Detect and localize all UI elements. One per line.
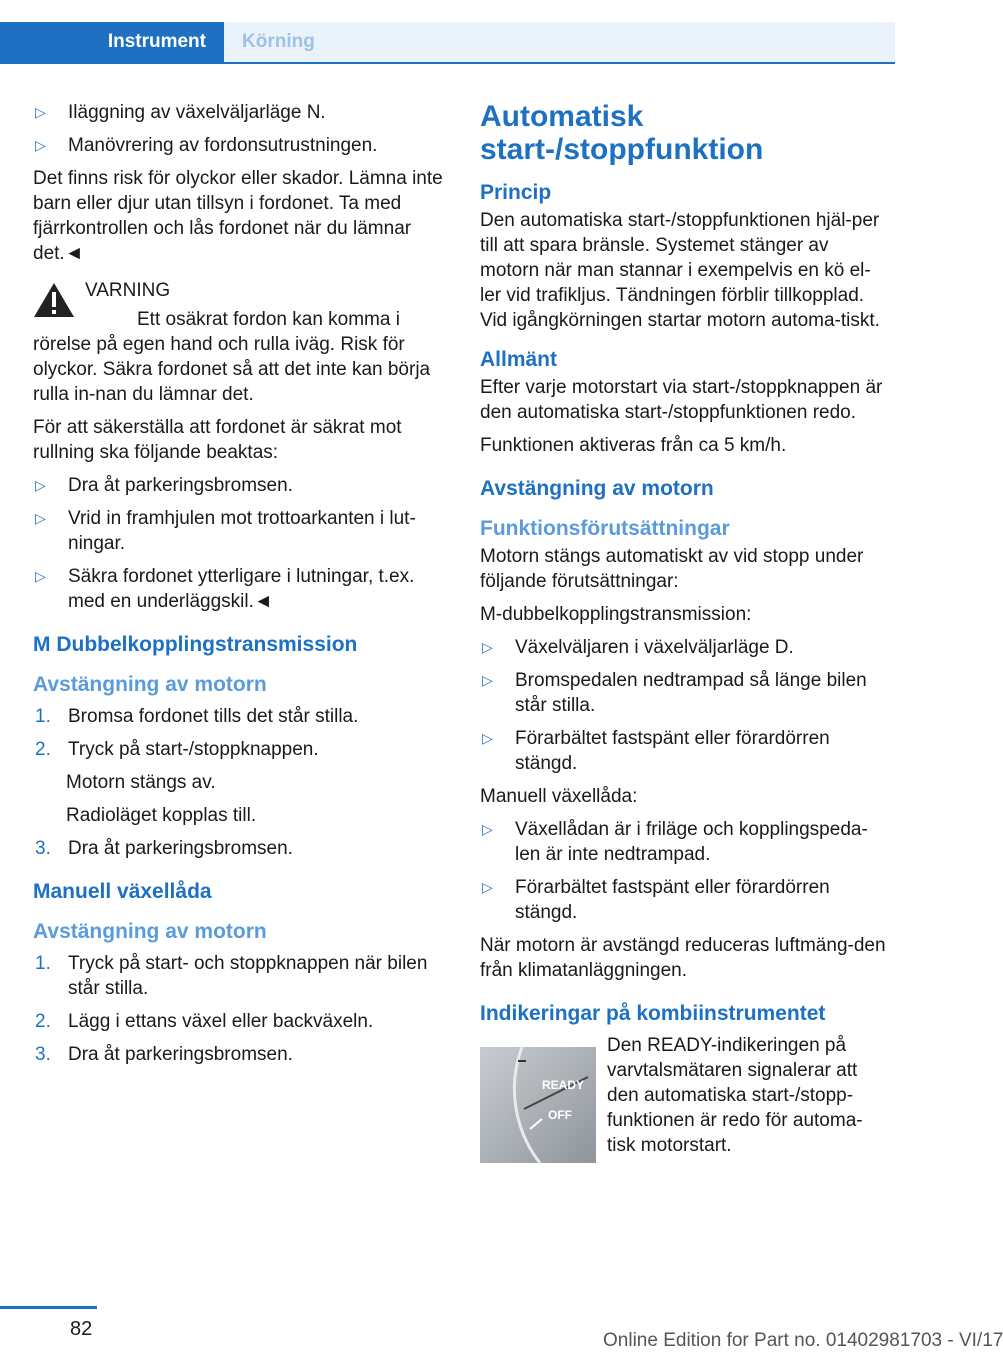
left-column bbox=[33, 100, 449, 1075]
subsection-heading: Avstängning av motorn bbox=[33, 673, 267, 696]
subsection-heading: Funktionsförutsättningar bbox=[480, 517, 730, 540]
subsection-heading: Avstängning av motorn bbox=[33, 920, 267, 943]
tachometer-ready-image bbox=[480, 1047, 596, 1163]
list-item: ▷ Förarbältet fastspänt eller förardörren stängd. bbox=[482, 728, 830, 774]
list-item: ▷ Säkra fordonet ytterligare i lutningar, t.ex. med en underläggskil.◄ bbox=[35, 566, 415, 612]
list-item: ▷ Manövrering av fordonsutrustningen. bbox=[35, 135, 378, 156]
step-note: Radioläget kopplas till. bbox=[66, 805, 257, 826]
paragraph: För att säkerställa att fordonet är säkrat mot rullning ska följande beaktas: bbox=[33, 417, 402, 463]
list-item: 3. Dra åt parkeringsbromsen. bbox=[35, 838, 293, 859]
section-heading: Avstängning av motorn bbox=[480, 477, 714, 500]
paragraph: Det finns risk för olyckor eller skador. Lämna inte barn eller djur utan tillsyn i fordonet. Ta med fjärrkontrollen och lås fordonet när du lämnar det.◄ bbox=[33, 168, 443, 264]
list-item: 2. Lägg i ettans växel eller backväxeln. bbox=[35, 1011, 374, 1032]
paragraph: Funktionen aktiveras från ca 5 km/h. bbox=[480, 435, 787, 456]
warning-triangle-icon bbox=[33, 282, 75, 318]
triangle-bullet-icon: ▷ bbox=[35, 510, 46, 526]
triangle-bullet-icon: ▷ bbox=[35, 477, 46, 493]
right-column bbox=[480, 100, 890, 1163]
page-title: Automatisk start-/stoppfunktion bbox=[480, 100, 764, 166]
triangle-bullet-icon: ▷ bbox=[482, 879, 493, 895]
step-note: Motorn stängs av. bbox=[66, 772, 216, 793]
triangle-bullet-icon: ▷ bbox=[35, 568, 46, 584]
list-item: ▷ Iläggning av växelväljarläge N. bbox=[35, 102, 326, 123]
section-heading: Manuell växellåda bbox=[33, 880, 212, 903]
section-heading: Princip bbox=[480, 181, 552, 204]
tab-korning[interactable]: Körning bbox=[224, 22, 895, 62]
list-item: ▷ Dra åt parkeringsbromsen. bbox=[35, 475, 293, 496]
list-item: ▷ Förarbältet fastspänt eller förardörren stängd. bbox=[482, 877, 830, 923]
triangle-bullet-icon: ▷ bbox=[482, 730, 493, 746]
ready-label: READY bbox=[542, 1078, 585, 1092]
paragraph: Efter varje motorstart via start-/stoppknappen är den automatiska start-/stoppfunktionen redo. bbox=[480, 377, 883, 423]
paragraph: Manuell växellåda: bbox=[480, 786, 638, 807]
section-heading: Allmänt bbox=[480, 348, 558, 371]
indicator-text: Den READY-indikeringen på varvtalsmätaren signalerar att den automatiska start-/stopp‐funktionen är redo för automa‐tisk motorstart. bbox=[607, 1035, 863, 1156]
list-item: 3. Dra åt parkeringsbromsen. bbox=[35, 1044, 293, 1065]
warning-box bbox=[33, 278, 449, 407]
paragraph: Motorn stängs automatiskt av vid stopp under följande förutsättningar: bbox=[480, 546, 864, 592]
triangle-bullet-icon: ▷ bbox=[35, 104, 46, 120]
list-item: ▷ Växelväljaren i växelväljarläge D. bbox=[482, 637, 794, 658]
tab-instrument[interactable]: Instrument bbox=[0, 22, 224, 62]
list-item: ▷ Bromspedalen nedtrampad så länge bilen står stilla. bbox=[482, 670, 867, 716]
paragraph: Den automatiska start-/stoppfunktionen hjäl‐per till att spara bränsle. Systemet stänger av motorn när man stannar i exempelvis en kö el‐ler vid trafikljus. Tändningen förblir tillkopplad. Vid igångkörningen startar motorn automa‐tiskt. bbox=[480, 210, 880, 331]
section-heading: M Dubbelkopplingstransmission bbox=[33, 633, 358, 656]
triangle-bullet-icon: ▷ bbox=[482, 672, 493, 688]
section-heading: Indikeringar på kombiinstrumentet bbox=[480, 1002, 826, 1025]
triangle-bullet-icon: ▷ bbox=[35, 137, 46, 153]
header-tabbar bbox=[0, 0, 895, 64]
warning-label: VARNING bbox=[85, 280, 171, 301]
indicator-figure bbox=[480, 1033, 890, 1163]
page-number: 82 bbox=[70, 1318, 93, 1340]
footer-rule bbox=[0, 1306, 97, 1309]
off-label: OFF bbox=[548, 1108, 572, 1122]
list-item: 1. Tryck på start- och stoppknappen när bilen står stilla. bbox=[35, 953, 428, 999]
paragraph: När motorn är avstängd reduceras luftmäng‐den från klimatanläggningen. bbox=[480, 935, 886, 981]
list-item: 1. Bromsa fordonet tills det står stilla. bbox=[35, 706, 359, 727]
list-item: ▷ Vrid in framhjulen mot trottoarkanten i lut‐ningar. bbox=[35, 508, 416, 554]
paragraph: M-dubbelkopplingstransmission: bbox=[480, 604, 752, 625]
triangle-bullet-icon: ▷ bbox=[482, 821, 493, 837]
warning-text: Ett osäkrat fordon kan komma i rörelse på egen hand och rulla iväg. Risk för olyckor. Säkra fordonet så att det inte kan börja rulla in‐nan du lämnar det. bbox=[33, 309, 431, 405]
triangle-bullet-icon: ▷ bbox=[482, 639, 493, 655]
list-item: 2. Tryck på start-/stoppknappen. bbox=[35, 739, 319, 760]
edition-text: Online Edition for Part no. 01402981703 - VI/17 bbox=[603, 1330, 1003, 1351]
list-item: ▷ Växellådan är i friläge och kopplingspeda‐len är inte nedtrampad. bbox=[482, 819, 868, 865]
